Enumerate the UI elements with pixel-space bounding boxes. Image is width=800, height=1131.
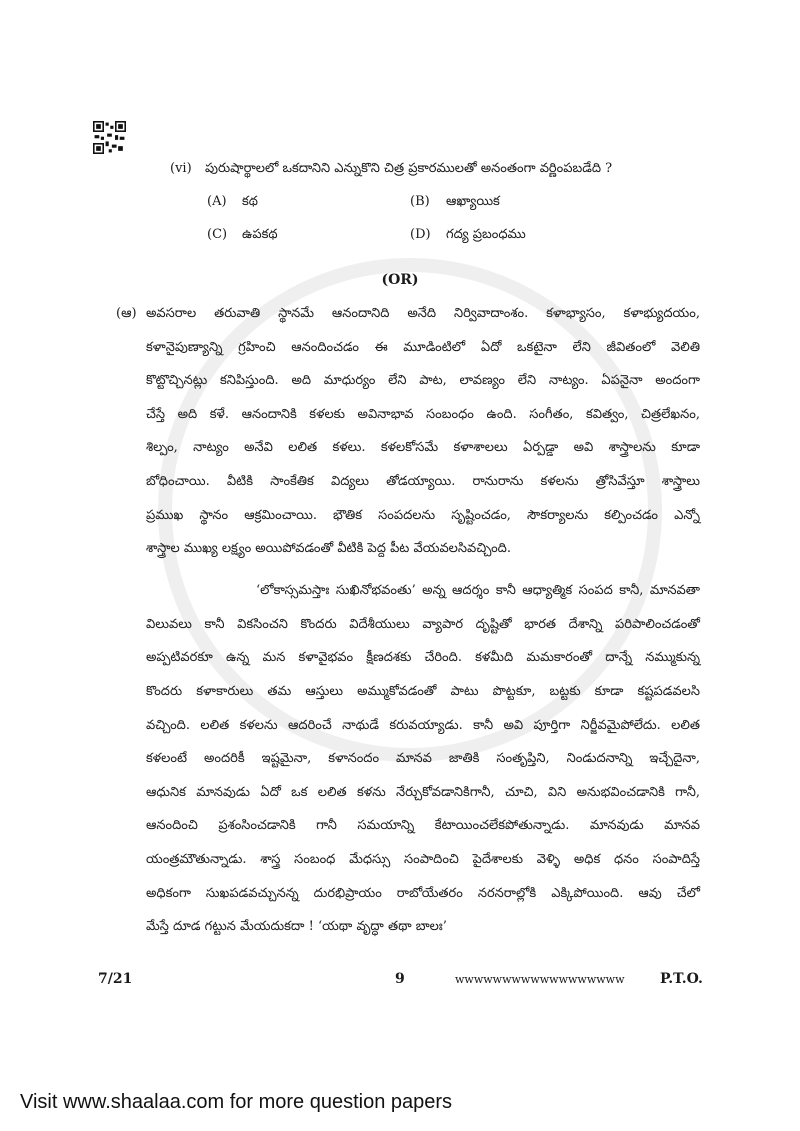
wavy-line: wwwwwwwwwwwwwwwwww	[455, 972, 625, 986]
option-a-text: కథ	[242, 194, 258, 209]
passage-line: ఆధునిక మానవుడు ఏదో ఒక లలిత కళను నేర్చుకోవడానికిగానీ, చూచి, విని అనుభవించడానికి గానీ,	[146, 784, 700, 800]
passage-line: మేస్తే దూడ గట్టున మేయదుకదా ! ‘యథా వృద్ధా తథా బాలః’	[146, 919, 447, 935]
paragraph-2	[146, 581, 700, 937]
passage-line: కళలంటే అందరికీ ఇష్టమైనా, కళానందం మానవ జాతికి సంతృప్తిని, నిండుదనాన్ని ఇచ్చేదైనా,	[146, 751, 700, 767]
option-b-label: (B)	[410, 194, 430, 209]
paragraph-1	[146, 304, 700, 559]
or-separator: (OR)	[381, 272, 419, 288]
passage-line: ఆనందించి ప్రశంసించడానికి గానీ సమయాన్ని కేటాయించలేకపోతున్నాడు. మానవుడు మానవ	[146, 818, 700, 834]
paper-code: 7/21	[98, 970, 133, 987]
option-c-label: (C)	[207, 227, 228, 242]
passage-marker: (ఆ)	[116, 306, 137, 321]
passage	[116, 304, 700, 951]
question-number: (vi)	[170, 161, 192, 176]
option-c-text: ఉపకథ	[242, 227, 278, 242]
passage-line: అధికంగా సుఖపడవచ్చునన్న దురభిప్రాయం రాబోయేతరం నరనరాల్లోకి ఎక్కిపోయింది. ఆవు చేలో	[146, 885, 700, 901]
pto-label: P.T.O.	[660, 970, 703, 987]
passage-line: యంత్రమౌతున్నాడు. శాస్త్ర సంబంధ మేధస్సు సంపాదించి పైదేశాలకు వెళ్ళి అధిక ధనం సంపాదిస్తే	[146, 851, 700, 867]
passage-line: బోధించాయి. వీటికి సాంకేతిక విద్యలు తోడయ్యాయి. రానురాను కళలను త్రోసివేస్తూ శాస్త్రాలు	[146, 473, 700, 489]
passage-line: కొట్టొచ్చినట్లు కనిపిస్తుంది. అది మాధుర్యం లేని పాట, లావణ్యం లేని నాట్యం. ఏపనైనా అందంగా	[146, 373, 700, 389]
option-d-text: గద్య ప్రబంధము	[446, 227, 526, 242]
passage-line: ‘లోకాస్సమస్తాః సుఖినోభవంతు’ అన్న ఆదర్శం కానీ ఆధ్యాత్మిక సంపద కానీ, మానవతా	[256, 583, 700, 599]
passage-line: కొందరు కళాకారులు తమ ఆస్తులు అమ్ముకోవడంతో పాటు పొట్టకూ, బట్టకు కూడా కష్టపడవలసి	[146, 683, 700, 699]
option-a-label: (A)	[207, 194, 227, 209]
option-d-label: (D)	[410, 227, 431, 242]
passage-line: శాస్త్రాల ముఖ్య లక్ష్యం అయిపోవడంతో వీటికి పెద్ద పీట వేయవలసివచ్చింది.	[146, 541, 511, 557]
question	[170, 159, 730, 179]
page-number: 9	[395, 970, 405, 987]
option-b-text: ఆఖ్యాయిక	[446, 194, 500, 209]
passage-line: కళానైపుణ్యాన్ని గ్రహించి ఆనందించడం ఈ మూడింటిలో ఏదో ఒకటైనా లేని జీవితంలో వెలితి	[146, 339, 700, 355]
passage-body	[146, 304, 700, 951]
passage-line: వచ్చింది. లలిత కళలను ఆదరించే నాథుడే కరువయ్యాడు. కానీ అవి పూర్తిగా నిర్జీవమైపోలేదు. లలిత	[146, 717, 700, 733]
options	[207, 192, 727, 245]
question-text: పురుషార్థాలలో ఒకదానిని ఎన్నుకొని చిత్ర ప్రకారములతో అనంతంగా వర్ణింపబడేది ?	[205, 161, 613, 176]
passage-line: విలువలు కానీ వికసించని కొందరు విదేశీయులు వ్యాపార దృష్టితో భారత దేశాన్ని పరిపాలించడంతో	[146, 616, 700, 632]
visit-banner[interactable]: Visit www.shaalaa.com for more question papers	[20, 1090, 453, 1113]
passage-line: అప్పటివరకూ ఉన్న మన కళావైభవం క్షీణదశకు చేరింది. కళమీది మమకారంతో దాన్నే నమ్ముకున్న	[146, 650, 700, 666]
passage-line: శిల్పం, నాట్యం అనేవి లలిత కళలు. కళలకోసమే కళాశాలలు ఏర్పడ్డా అవి శాస్త్రాలను కూడా	[146, 440, 700, 456]
passage-line: ప్రముఖ స్థానం ఆక్రమించాయి. భౌతిక సంపదలను సృష్టించడం, సౌకర్యాలను కల్పించడం ఎన్నో	[146, 507, 700, 523]
footer	[0, 969, 800, 990]
passage-line: అవసరాల తరువాతి స్థానమే ఆనందానిది అనేది నిర్వివాదాంశం. కళాభ్యాసం, కళాభ్యుదయం,	[146, 306, 700, 321]
passage-line: చేస్తే అది కళే. ఆనందానికి కళలకు అవినాభావ సంబంధం ఉంది. సంగీతం, కవిత్వం, చిత్రలేఖనం,	[146, 406, 700, 422]
